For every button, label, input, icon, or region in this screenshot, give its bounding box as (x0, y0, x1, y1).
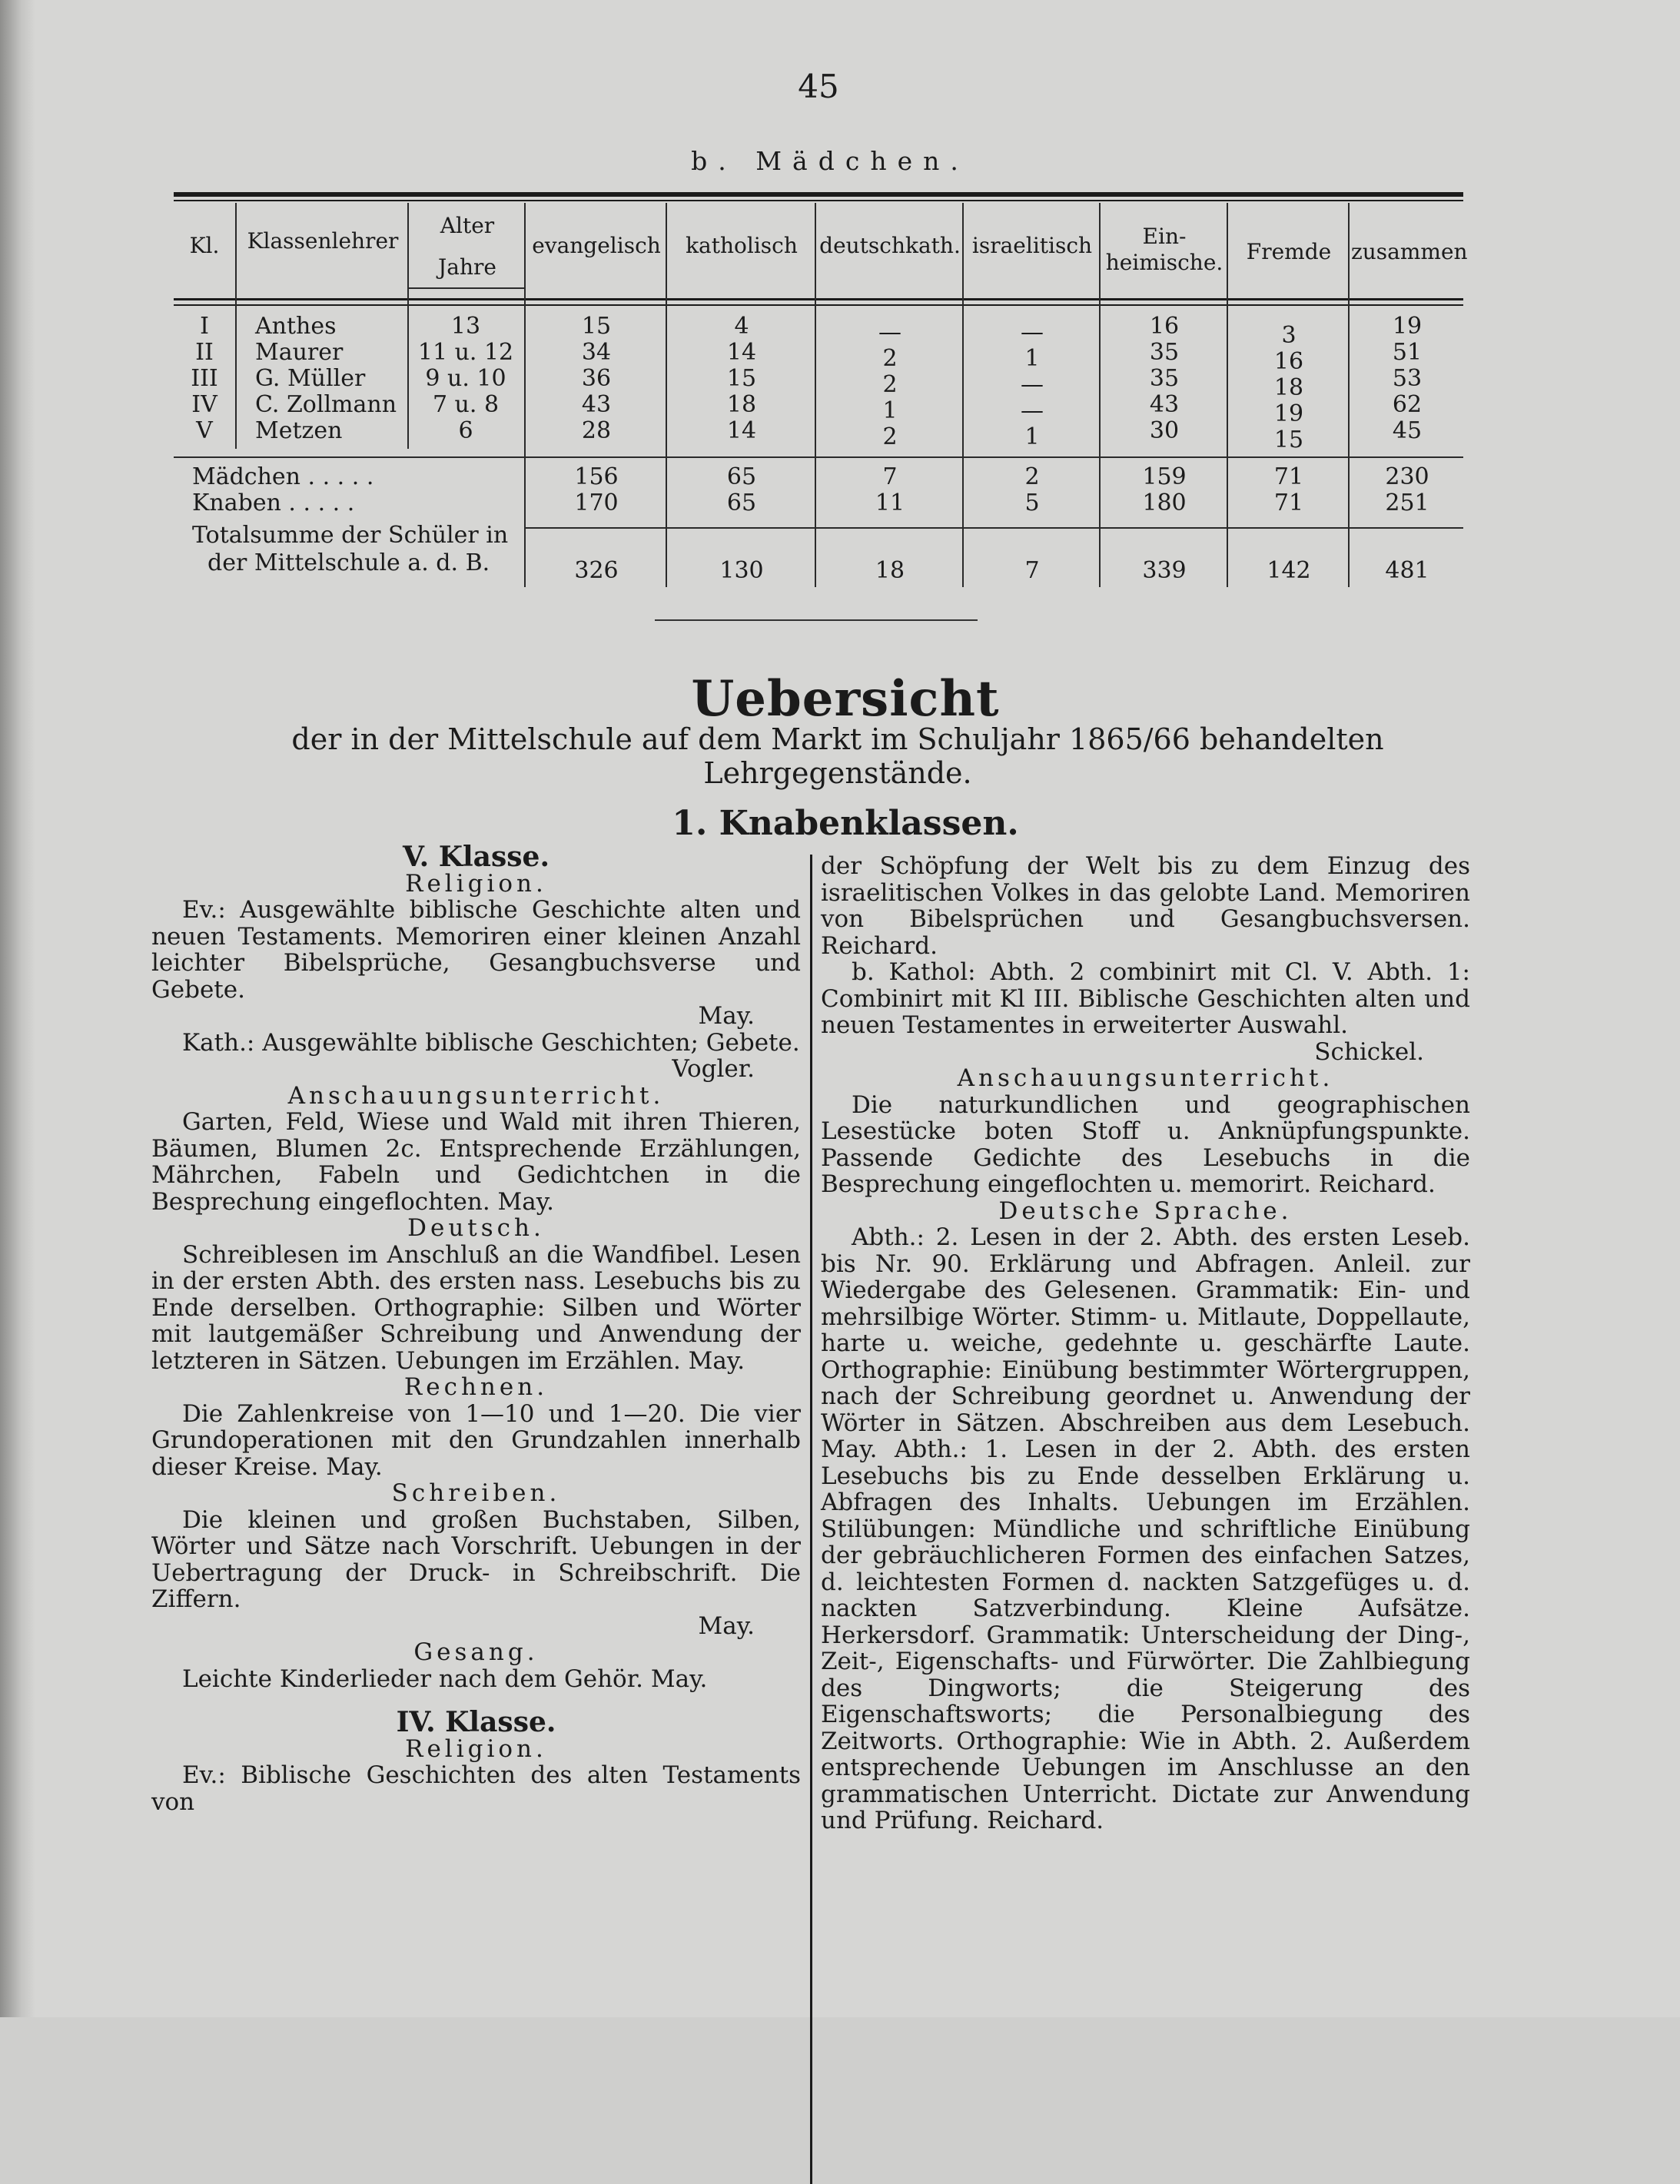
row-kath: 18 (726, 391, 757, 418)
row-einh: 35 (1149, 365, 1180, 392)
maedchen-zus: 230 (1385, 463, 1429, 490)
total-zus: 481 (1385, 557, 1429, 584)
row-alter: 11 u. 12 (417, 339, 514, 366)
row-zus: 51 (1392, 339, 1423, 366)
row-alter: 9 u. 10 (425, 365, 506, 392)
header-alter-1: Alter (440, 213, 495, 238)
row-zus: 45 (1392, 417, 1423, 444)
header-lehrer: Klassenlehrer (247, 228, 399, 254)
row-kath: 14 (726, 417, 757, 444)
right-column-subheading: Deutsche Sprache. (998, 1197, 1293, 1225)
row-zus: 62 (1392, 391, 1423, 418)
row-dk: — (878, 319, 901, 346)
table-vline (524, 203, 526, 587)
knaben-isr: 5 (1024, 490, 1040, 516)
left-column-subheading: Gesang. (413, 1638, 539, 1666)
header-alter-2: Jahre (438, 254, 496, 280)
right-column-paragraph: Die naturkundlichen und geographischen Lesestücke boten Stoff u. Anknüpfungspunkte. Passende Gedichte des Lesebuchs in die Besprechung eingeflochten u. memorirt. Reichard. (821, 1090, 1470, 1198)
total-label-2: der Mittelschule a. d. B. (208, 549, 490, 576)
right-column-subheading: Anschauungsunterricht. (957, 1064, 1334, 1092)
maedchen-isr: 2 (1024, 463, 1040, 490)
row-isr: 1 (1024, 423, 1040, 450)
row-einh: 43 (1149, 391, 1180, 418)
left-column-subheading: Schreiben. (391, 1479, 561, 1507)
row-isr: — (1021, 319, 1044, 346)
row-alter: 13 (450, 313, 481, 340)
row-kl: II (195, 339, 214, 366)
table-vline (666, 203, 667, 587)
header-deutschkath: deutschkath. (819, 233, 961, 258)
left-column-paragraph: Kath.: Ausgewählte biblische Geschichten; Gebete. (182, 1028, 800, 1057)
title-line-1: der in der Mittelschule auf dem Markt im Schuljahr 1865/66 behandelten (291, 722, 1384, 756)
right-column-paragraph: der Schöpfung der Welt bis zu dem Einzug des israelitischen Volkes in das gelobte Land. Memoriren von Bibelsprüchen und Gesangbuchsversen. Reichard. (821, 852, 1470, 960)
knaben-ev: 170 (574, 490, 619, 516)
row-lehrer: G. Müller (255, 365, 366, 392)
page-edge-shadow (0, 0, 35, 2017)
left-column-subheading: Anschauungsunterricht. (287, 1081, 665, 1110)
total-fr: 142 (1267, 557, 1311, 584)
left-column-signature: May. (698, 1611, 755, 1640)
page-number: 45 (798, 68, 839, 105)
row-zus: 53 (1392, 365, 1423, 392)
row-einh: 35 (1149, 339, 1180, 366)
section-heading: 1. Knabenklassen. (672, 804, 1019, 843)
left-column-paragraph: Die kleinen und großen Buchstaben, Silben, Wörter und Sätze nach Vorschrift. Uebungen in der Uebertragung der Druck- in Schreibschrift. Die Ziffern. (151, 1505, 801, 1613)
left-column-class-heading: IV. Klasse. (396, 1706, 556, 1738)
title-line-2: Lehrgegenstände. (703, 756, 972, 790)
row-fr: 16 (1273, 348, 1304, 375)
row-lehrer: C. Zollmann (255, 391, 397, 418)
maedchen-einh: 159 (1142, 463, 1187, 490)
row-ev: 36 (581, 365, 612, 392)
left-column-paragraph: Ev.: Ausgewählte biblische Geschichte alten und neuen Testaments. Memoriren einer kleinen Anzahl leichter Bibelsprüche, Gesangbuchsverse und Gebete. (151, 896, 801, 1004)
right-column-paragraph: Abth.: 2. Lesen in der 2. Abth. des ersten Leseb. bis Nr. 90. Erklärung und Abfragen. Anleil. zur Wiedergabe des Gelesenen. Grammatik: Ein- und mehrsilbige Wörter. Stimm- u. Mitlaute, Doppellaute, harte u. weiche, gedehnte u. geschärfte Laute. Orthographie: Einübung bestimmter Wörtergruppen, nach der Schreibung geordnet u. Anwendung der Wörter in Sätzen. Abschreiben aus dem Lesebuch. May. Abth.: 1. Lesen in der 2. Abth. des ersten Lesebuchs bis zu Ende desselben Erklärung u. Abfragen des Inhalts. Uebungen im Erzählen. Stilübungen: Mündliche und schriftliche Einübung der gebräuchlicheren Formen des einfachen Satzes, d. leichtesten Formen d. nackten Satzgefüges u. d. nackten Satzverbindung. Kleine Aufsätze. Herkersdorf. Grammatik: Unterscheidung der Ding-, Zeit-, Eigenschafts- und Fürwörter. Die Zahlbiegung des Dingworts; die Steigerung des Eigenschaftsworts; die Personalbiegung des Zeitworts. Orthographie: Wie in Abth. 2. Außerdem entsprechende Uebungen im Anschlusse an den grammatischen Unterricht. Dictate zur Anwendung und Prüfung. Reichard. (821, 1223, 1470, 1834)
knaben-zus: 251 (1385, 490, 1429, 516)
maedchen-ev: 156 (574, 463, 619, 490)
right-column-paragraph: b. Kathol: Abth. 2 combinirt mit Cl. V. Abth. 1: Combinirt mit Kl III. Biblische Geschichten alten und neuen Testamentes in erweiterter Auswahl. (821, 958, 1470, 1039)
row-lehrer: Metzen (255, 417, 343, 444)
row-alter: 7 u. 8 (432, 391, 500, 418)
total-isr: 7 (1024, 557, 1040, 584)
row-fr: 15 (1273, 427, 1304, 453)
left-column (151, 841, 801, 1816)
row-kl: V (196, 417, 213, 444)
row-kl: III (191, 365, 218, 392)
table-vline (962, 203, 964, 587)
row-ev: 28 (581, 417, 612, 444)
row-kath: 14 (726, 339, 757, 366)
maedchen-kath: 65 (726, 463, 757, 490)
total-ev: 326 (574, 557, 619, 584)
row-kl: IV (191, 391, 217, 418)
left-column-signature: May. (698, 1002, 755, 1030)
row-fr: 3 (1281, 322, 1297, 349)
row-dk: 2 (882, 371, 898, 398)
table-subtitle: b. Mädchen. (691, 146, 969, 176)
header-einheimische-1: Ein- (1142, 224, 1187, 249)
row-ev: 43 (581, 391, 612, 418)
header-kl: Kl. (189, 233, 220, 258)
header-zusammen: zusammen (1351, 239, 1468, 264)
header-einheimische-2: heimische. (1105, 250, 1223, 275)
row-lehrer: Anthes (255, 313, 337, 340)
row-dk: 2 (882, 345, 898, 372)
row-isr: — (1021, 371, 1044, 398)
row-kath: 15 (726, 365, 757, 392)
rows-total-line (174, 456, 1463, 458)
total-einh: 339 (1142, 557, 1187, 584)
row-kl: I (200, 313, 209, 340)
column-rule (810, 855, 812, 2184)
header-fremde: Fremde (1246, 239, 1332, 264)
row-ev: 15 (581, 313, 612, 340)
row-einh: 30 (1149, 417, 1180, 444)
table-top-rule (174, 192, 1463, 197)
knaben-label: Knaben . . . . . (192, 490, 355, 516)
left-column-subheading: Rechnen. (403, 1373, 549, 1401)
table-vline (1227, 203, 1228, 587)
knaben-fr: 71 (1273, 490, 1304, 516)
total-dk: 18 (875, 557, 905, 584)
left-column-paragraph: Garten, Feld, Wiese und Wald mit ihren Thieren, Bäumen, Blumen 2c. Entsprechende Erzählungen, Mährchen, Fabeln und Gedichtchen in die Besprechung eingeflochten. May. (151, 1108, 801, 1216)
left-column-paragraph: Schreiblesen im Anschluß an die Wandfibel. Lesen in der ersten Abth. des ersten nass. Lesebuchs bis zu Ende derselben. Orthographie: Silben und Wörter mit lautgemäßer Schreibung und Anwendung der letzteren in Sätzen. Uebungen im Erzählen. May. (151, 1240, 801, 1375)
header-israelitisch: israelitisch (971, 233, 1093, 258)
table-top-rule-thin (174, 200, 1463, 201)
table-vline (1348, 203, 1350, 587)
row-dk: 2 (882, 423, 898, 450)
row-fr: 18 (1273, 374, 1304, 401)
row-isr: 1 (1024, 345, 1040, 372)
row-alter: 6 (458, 417, 473, 444)
table-vline (235, 203, 237, 449)
left-column-subheading: Religion. (405, 869, 547, 898)
row-dk: 1 (882, 397, 898, 424)
knaben-kath: 65 (726, 490, 757, 516)
table-vline (815, 203, 816, 587)
left-column-paragraph: Die Zahlenkreise von 1—10 und 1—20. Die vier Grundoperationen mit den Grundzahlen innerhalb dieser Kreise. May. (151, 1399, 801, 1481)
header-evangelisch: evangelisch (532, 233, 661, 258)
left-column-paragraph: Ev.: Biblische Geschichten des alten Testaments von (151, 1761, 801, 1816)
knaben-dk: 11 (875, 490, 905, 516)
row-ev: 34 (581, 339, 612, 366)
knaben-einh: 180 (1142, 490, 1187, 516)
table-header-rule-thin (174, 304, 1463, 306)
total-kath: 130 (719, 557, 764, 584)
page-title: Uebersicht (691, 670, 1000, 728)
alter-header-line (407, 287, 524, 289)
left-column-paragraph: Leichte Kinderlieder nach dem Gehör. May. (182, 1665, 708, 1693)
left-column-subheading: Religion. (405, 1734, 547, 1763)
right-column (821, 853, 1470, 1834)
row-zus: 19 (1392, 313, 1423, 340)
total-line (524, 527, 1463, 529)
row-fr: 19 (1273, 400, 1304, 427)
section-divider (655, 619, 978, 621)
maedchen-dk: 7 (882, 463, 898, 490)
row-isr: — (1021, 397, 1044, 424)
maedchen-label: Mädchen . . . . . (192, 463, 374, 490)
maedchen-fr: 71 (1273, 463, 1304, 490)
table-header-rule (174, 298, 1463, 300)
header-katholisch: katholisch (686, 233, 798, 258)
total-label-1: Totalsumme der Schüler in (192, 522, 509, 549)
row-lehrer: Maurer (255, 339, 344, 366)
table-vline (1099, 203, 1101, 587)
row-einh: 16 (1149, 313, 1180, 340)
row-kath: 4 (734, 313, 749, 340)
right-column-signature: Schickel. (1314, 1037, 1424, 1066)
left-column-subheading: Deutsch. (407, 1214, 545, 1242)
left-column-class-heading: V. Klasse. (403, 841, 549, 873)
left-column-signature: Vogler. (672, 1055, 755, 1083)
